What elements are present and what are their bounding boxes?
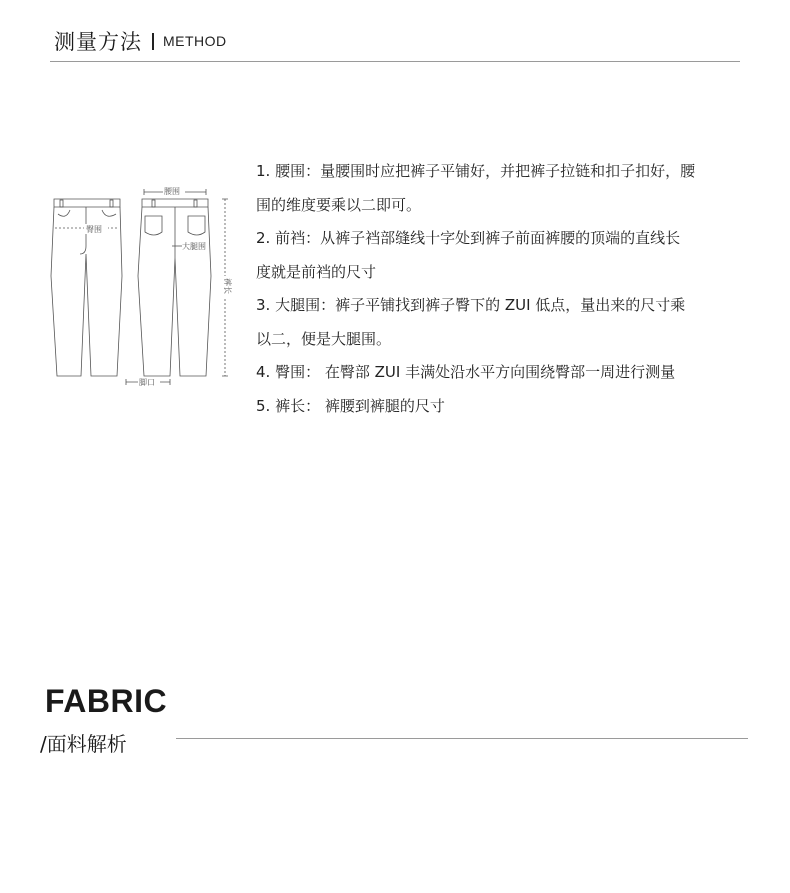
instruction-line: 4. 臀围： 在臀部 ZUI 丰满处沿水平方向围绕臀部一周进行测量: [256, 363, 676, 381]
fabric-divider: [176, 738, 748, 739]
header-divider: [50, 61, 740, 62]
thigh-label: 大腿围: [182, 242, 206, 251]
measurement-instructions: [256, 155, 766, 423]
section-title: 测量方法: [54, 30, 142, 54]
instruction-line: 度就是前裆的尺寸: [256, 262, 377, 281]
fabric-section-subtitle: /面料解析: [40, 732, 127, 756]
hip-label: 臀围: [86, 225, 102, 234]
hem-label: 脚口: [139, 378, 155, 387]
waist-label: 腰围: [164, 187, 180, 196]
instruction-line: 1. 腰围：量腰围时应把裤子平铺好，并把裤子拉链和扣子扣好，腰: [256, 162, 696, 180]
instruction-line: 围的维度要乘以二即可。: [256, 195, 422, 214]
instruction-line: 以二，便是大腿围。: [256, 329, 392, 348]
instruction-line: 5. 裤长： 裤腰到裤腿的尺寸: [256, 396, 445, 415]
fabric-section-title: FABRIC: [45, 683, 168, 719]
instruction-line: 3. 大腿围：裤子平铺找到裤子臀下的 ZUI 低点，量出来的尺寸乘: [256, 296, 686, 314]
back-pants-drawing: [138, 199, 211, 376]
header-separator: [152, 33, 154, 50]
length-label: 裤长: [223, 278, 232, 294]
section-subtitle: METHOD: [163, 33, 227, 49]
instruction-line: 2. 前裆：从裤子裆部缝线十字处到裤子前面裤腰的顶端的直线长: [256, 229, 681, 247]
section-header-method: [54, 26, 227, 56]
pants-measurement-diagram: [40, 180, 240, 390]
